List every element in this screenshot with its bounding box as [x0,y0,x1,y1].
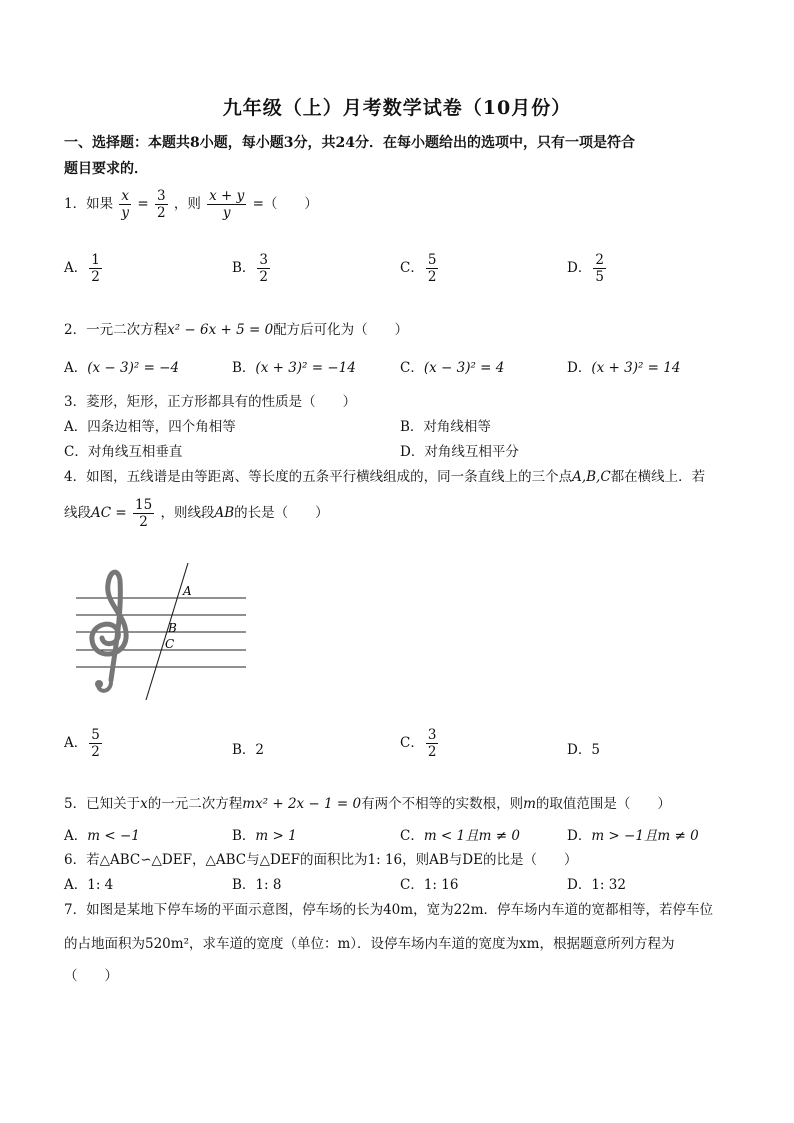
point-a-label: A [183,584,192,598]
q6-option-c: C．1: 16 [400,877,459,893]
question-1: 1．如果 $\frac{x}{y}$ = $\frac{3}{2}$ ，则 $\frac{x + y}{y}$ =（ ） [64,188,318,222]
q3-option-c: C．对角线互相垂直 [64,444,183,460]
question-3: 3．菱形，矩形，正方形都具有的性质是（ ） [64,394,357,410]
q5-option-d: D．m > −1且m ≠ 0 [567,828,699,844]
staff-figure [70,560,255,705]
question-7-line3: （ ） [64,968,118,984]
q1-option-b: B． $\frac{3}{2}$ [232,252,269,286]
q3-option-b: B．对角线相等 [400,419,491,435]
q4-option-c: C． $\frac{3}{2}$ [400,727,437,761]
q3-option-d: D．对角线互相平分 [400,444,519,460]
question-4-line2: 线段AC = $\frac{15}{2}$ ，则线段AB的长是（ ） [64,497,329,531]
q2-option-a: A．(x − 3)² = −4 [64,360,180,376]
q3-option-a: A．四条边相等，四个角相等 [64,419,236,435]
q6-option-b: B．1: 8 [232,877,282,893]
q1-option-d: D． $\frac{2}{5}$ [567,252,604,286]
q4-option-d: D．5 [567,742,600,758]
q5-option-a: A．m < −1 [64,828,140,844]
question-5: 5．已知关于x的一元二次方程mx² + 2x − 1 = 0有两个不相等的实数根，则m的取值范围是（ ） [64,796,671,812]
q2-option-c: C．(x − 3)² = 4 [400,360,505,376]
q1-fraction-x-over-y: $\frac{x}{y}$ [121,188,130,222]
question-4-line1: 4．如图，五线谱是由等距离、等长度的五条平行横线组成的，同一条直线上的三个点A,B,C都在横线上．若 [64,469,706,485]
q1-option-a: A． $\frac{1}{2}$ [64,252,100,286]
q4-option-b: B．2 [232,742,265,758]
q6-option-a: A．1: 4 [64,877,114,893]
point-b-label: B [168,621,177,635]
section-heading-line1: 一、选择题：本题共8小题，每小题3分，共24分．在每小题给出的选项中，只有一项是符合 [64,135,635,151]
q2-option-b: B．(x + 3)² = −14 [232,360,356,376]
q5-option-c: C．m < 1且m ≠ 0 [400,828,520,844]
q6-option-d: D．1: 32 [567,877,626,893]
question-2: 2．一元二次方程x² − 6x + 5 = 0配方后可化为（ ） [64,322,409,338]
q2-option-d: D．(x + 3)² = 14 [567,360,681,376]
point-c-label: C [165,637,175,651]
q1-prefix: 1．如果 [64,196,114,213]
section-heading-line2: 题目要求的． [64,161,148,177]
q1-option-c: C． $\frac{5}{2}$ [400,252,437,286]
q4-option-a: A． $\frac{5}{2}$ [64,727,100,761]
q2-equation: x² − 6x + 5 = 0 [167,322,274,338]
question-6: 6．若△ABC∽△DEF，△ABC与△DEF的面积比为1: 16，则AB与DE的比是（ ） [64,852,578,868]
q5-option-b: B．m > 1 [232,828,297,844]
q1-fraction-3-over-2: $\frac{3}{2}$ [156,188,166,222]
question-7-line1: 7．如图是某地下停车场的平面示意图，停车场的长为40m，宽为22m．停车场内车道的宽都相等，若停车位 [64,902,714,918]
question-7-line2: 的占地面积为520m²，求车道的宽度（单位：m）．设停车场内车道的宽度为xm，根据题意所列方程为 [64,936,675,952]
page-title: 九年级（上）月考数学试卷（10月份） [222,97,572,119]
q1-fraction-xy-over-y: $\frac{x + y}{y}$ [209,188,245,222]
